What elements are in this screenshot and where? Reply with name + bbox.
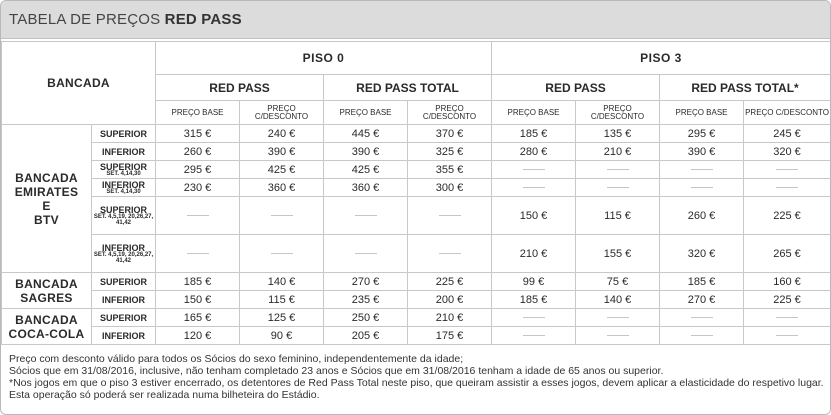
price-cell: 165 € <box>156 309 240 327</box>
price-cell: 390 € <box>660 143 744 161</box>
price-cell-empty <box>744 179 831 197</box>
price-table <box>1 41 831 345</box>
dash-mark <box>355 253 377 254</box>
price-cell: 320 € <box>744 143 831 161</box>
bancada-name-line: EMIRATES <box>14 184 79 199</box>
col-preco-desconto: PREÇO C/DESCONTO <box>576 101 660 125</box>
sector-name: INFERIOR <box>102 179 146 190</box>
price-cell: 75 € <box>576 273 660 291</box>
dash-mark <box>776 335 798 336</box>
price-cell-empty <box>492 179 576 197</box>
dash-mark <box>776 169 798 170</box>
dash-mark <box>523 317 545 318</box>
price-cell-empty <box>156 197 240 235</box>
price-cell: 315 € <box>156 125 240 143</box>
price-cell-empty <box>240 235 324 273</box>
price-cell-empty <box>660 161 744 179</box>
footnote: Sócios que em 31/08/2016, inclusive, não tenham completado 23 anos e Sócios que em 31/08/2016 tenham a idade de 65 anos ou superior. <box>9 365 664 377</box>
price-cell-empty <box>324 235 408 273</box>
bancada-name-line: BANCADA <box>15 170 78 185</box>
bancada-name-line: BTV <box>34 212 59 227</box>
table-row <box>2 161 831 179</box>
price-cell-empty <box>324 197 408 235</box>
price-cell: 135 € <box>576 125 660 143</box>
sector-name: INFERIOR <box>102 242 146 253</box>
sector-note: SET. 4,5,19, 20,26,27, 41,42 <box>93 213 154 226</box>
dash-mark <box>523 169 545 170</box>
bancada-name-line: BANCADA <box>15 312 78 327</box>
sector-name: SUPERIOR <box>100 128 148 139</box>
sector-note: SET. 4,14,30 <box>106 170 141 177</box>
price-cell: 390 € <box>240 143 324 161</box>
bancada-name-line: BANCADA <box>15 276 78 291</box>
table-row <box>2 125 831 143</box>
price-cell: 390 € <box>324 143 408 161</box>
col-preco-base: PREÇO BASE <box>492 101 576 125</box>
price-cell-empty <box>576 161 660 179</box>
price-cell: 125 € <box>240 309 324 327</box>
price-cell-empty <box>660 179 744 197</box>
sector-name: SUPERIOR <box>100 312 148 323</box>
price-cell: 355 € <box>408 161 492 179</box>
dash-mark <box>776 187 798 188</box>
bancada-header: BANCADA <box>2 42 156 125</box>
price-cell-empty <box>744 327 831 345</box>
dash-mark <box>271 253 293 254</box>
dash-mark <box>187 253 209 254</box>
price-cell: 225 € <box>744 291 831 309</box>
price-cell: 425 € <box>324 161 408 179</box>
price-cell: 185 € <box>156 273 240 291</box>
price-cell: 210 € <box>408 309 492 327</box>
title-prefix: TABELA DE PREÇOS <box>9 11 165 28</box>
price-cell: 300 € <box>408 179 492 197</box>
table-row <box>2 273 831 291</box>
price-cell: 265 € <box>744 235 831 273</box>
price-cell: 140 € <box>240 273 324 291</box>
col-preco-desconto: PREÇO C/DESCONTO <box>408 101 492 125</box>
row-sector-label <box>92 161 156 179</box>
price-cell: 235 € <box>324 291 408 309</box>
price-cell: 260 € <box>156 143 240 161</box>
price-cell: 260 € <box>660 197 744 235</box>
price-cell: 230 € <box>156 179 240 197</box>
price-cell: 245 € <box>744 125 831 143</box>
bancada-sagres-label <box>2 273 92 309</box>
price-cell: 270 € <box>324 273 408 291</box>
price-cell: 150 € <box>156 291 240 309</box>
piso-0-header: PISO 0 <box>156 42 492 75</box>
dash-mark <box>691 187 713 188</box>
table-row <box>2 309 831 327</box>
dash-mark <box>607 335 629 336</box>
row-sector-label <box>92 309 156 327</box>
price-cell-empty <box>576 179 660 197</box>
bancada-name-line: E <box>42 198 51 213</box>
price-cell-empty <box>492 309 576 327</box>
price-cell-empty <box>492 161 576 179</box>
bancada-name-line: COCA-COLA <box>8 326 85 341</box>
piso-3-header: PISO 3 <box>492 42 831 75</box>
dash-mark <box>439 215 461 216</box>
price-cell: 200 € <box>408 291 492 309</box>
col-preco-desconto: PREÇO C/DESCONTO <box>240 101 324 125</box>
price-cell: 150 € <box>492 197 576 235</box>
table-row <box>2 327 831 345</box>
price-cell: 320 € <box>660 235 744 273</box>
dash-mark <box>523 335 545 336</box>
price-cell: 280 € <box>492 143 576 161</box>
price-cell: 205 € <box>324 327 408 345</box>
col-preco-desconto: PREÇO C/DESCONTO <box>744 101 831 125</box>
price-cell: 120 € <box>156 327 240 345</box>
piso0-red-pass-header: RED PASS <box>156 75 324 101</box>
price-cell: 360 € <box>240 179 324 197</box>
col-preco-base: PREÇO BASE <box>156 101 240 125</box>
price-cell: 115 € <box>240 291 324 309</box>
piso3-red-pass-total-header: RED PASS TOTAL* <box>660 75 831 101</box>
row-sector-label <box>92 327 156 345</box>
row-sector-label <box>92 273 156 291</box>
price-cell-empty <box>660 327 744 345</box>
price-cell: 175 € <box>408 327 492 345</box>
bancada-name-line: SAGRES <box>20 290 73 305</box>
price-cell: 210 € <box>576 143 660 161</box>
dash-mark <box>187 215 209 216</box>
row-sector-label <box>92 143 156 161</box>
price-cell: 295 € <box>156 161 240 179</box>
price-cell: 325 € <box>408 143 492 161</box>
sector-name: INFERIOR <box>102 294 146 305</box>
sector-note: SET. 4,14,30 <box>106 188 141 195</box>
table-row <box>2 291 831 309</box>
row-sector-label <box>92 179 156 197</box>
dash-mark <box>607 317 629 318</box>
price-cell: 445 € <box>324 125 408 143</box>
price-cell-empty <box>492 327 576 345</box>
piso0-red-pass-total-header: RED PASS TOTAL <box>324 75 492 101</box>
col-preco-base: PREÇO BASE <box>660 101 744 125</box>
price-cell-empty <box>156 235 240 273</box>
price-cell: 155 € <box>576 235 660 273</box>
dash-mark <box>523 187 545 188</box>
table-row <box>2 143 831 161</box>
price-cell-empty <box>408 235 492 273</box>
piso3-red-pass-header: RED PASS <box>492 75 660 101</box>
price-cell-empty <box>744 161 831 179</box>
table-title <box>1 1 830 39</box>
dash-mark <box>776 317 798 318</box>
price-cell-empty <box>576 327 660 345</box>
dash-mark <box>691 335 713 336</box>
price-cell-empty <box>744 309 831 327</box>
col-preco-base: PREÇO BASE <box>324 101 408 125</box>
dash-mark <box>691 169 713 170</box>
dash-mark <box>691 317 713 318</box>
dash-mark <box>271 215 293 216</box>
table-row <box>2 197 831 235</box>
price-cell: 370 € <box>408 125 492 143</box>
price-cell: 185 € <box>660 273 744 291</box>
row-sector-label <box>92 125 156 143</box>
dash-mark <box>439 253 461 254</box>
price-cell: 240 € <box>240 125 324 143</box>
sector-name: INFERIOR <box>102 330 146 341</box>
sector-note: SET. 4,5,19, 20,26,27, 41,42 <box>93 251 154 264</box>
row-sector-label <box>92 235 156 273</box>
price-cell-empty <box>240 197 324 235</box>
price-cell: 225 € <box>744 197 831 235</box>
price-cell: 90 € <box>240 327 324 345</box>
price-cell-empty <box>660 309 744 327</box>
price-cell: 425 € <box>240 161 324 179</box>
title-red-pass: RED PASS <box>164 11 242 28</box>
price-cell: 160 € <box>744 273 831 291</box>
table-row <box>2 235 831 273</box>
price-cell: 210 € <box>492 235 576 273</box>
price-cell: 115 € <box>576 197 660 235</box>
row-sector-label <box>92 291 156 309</box>
price-cell: 250 € <box>324 309 408 327</box>
price-cell: 140 € <box>576 291 660 309</box>
dash-mark <box>355 215 377 216</box>
price-cell: 99 € <box>492 273 576 291</box>
price-cell: 185 € <box>492 291 576 309</box>
footnotes <box>9 353 824 401</box>
sector-name: SUPERIOR <box>100 276 148 287</box>
row-sector-label <box>92 197 156 235</box>
price-cell: 360 € <box>324 179 408 197</box>
price-cell-empty <box>576 309 660 327</box>
sector-name: SUPERIOR <box>100 161 148 172</box>
footnote: Preço com desconto válido para todos os Sócios do sexo feminino, independentemente da idade; <box>9 353 464 365</box>
bancada-emirates-label <box>2 125 92 273</box>
price-cell-empty <box>408 197 492 235</box>
bancada-cocacola-label <box>2 309 92 345</box>
price-cell: 185 € <box>492 125 576 143</box>
price-cell: 270 € <box>660 291 744 309</box>
sector-name: INFERIOR <box>102 146 146 157</box>
dash-mark <box>607 169 629 170</box>
dash-mark <box>607 187 629 188</box>
table-row <box>2 179 831 197</box>
price-cell: 225 € <box>408 273 492 291</box>
sector-name: SUPERIOR <box>100 204 148 215</box>
price-cell: 295 € <box>660 125 744 143</box>
footnote: *Nos jogos em que o piso 3 estiver encerrado, os detentores de Red Pass Total neste piso, que queiram assistir a esses jogos, devem aplicar a elasticidade do respetivo lugar. Esta operação só poderá ser realizada numa bilheteira do Estádio. <box>9 377 824 401</box>
